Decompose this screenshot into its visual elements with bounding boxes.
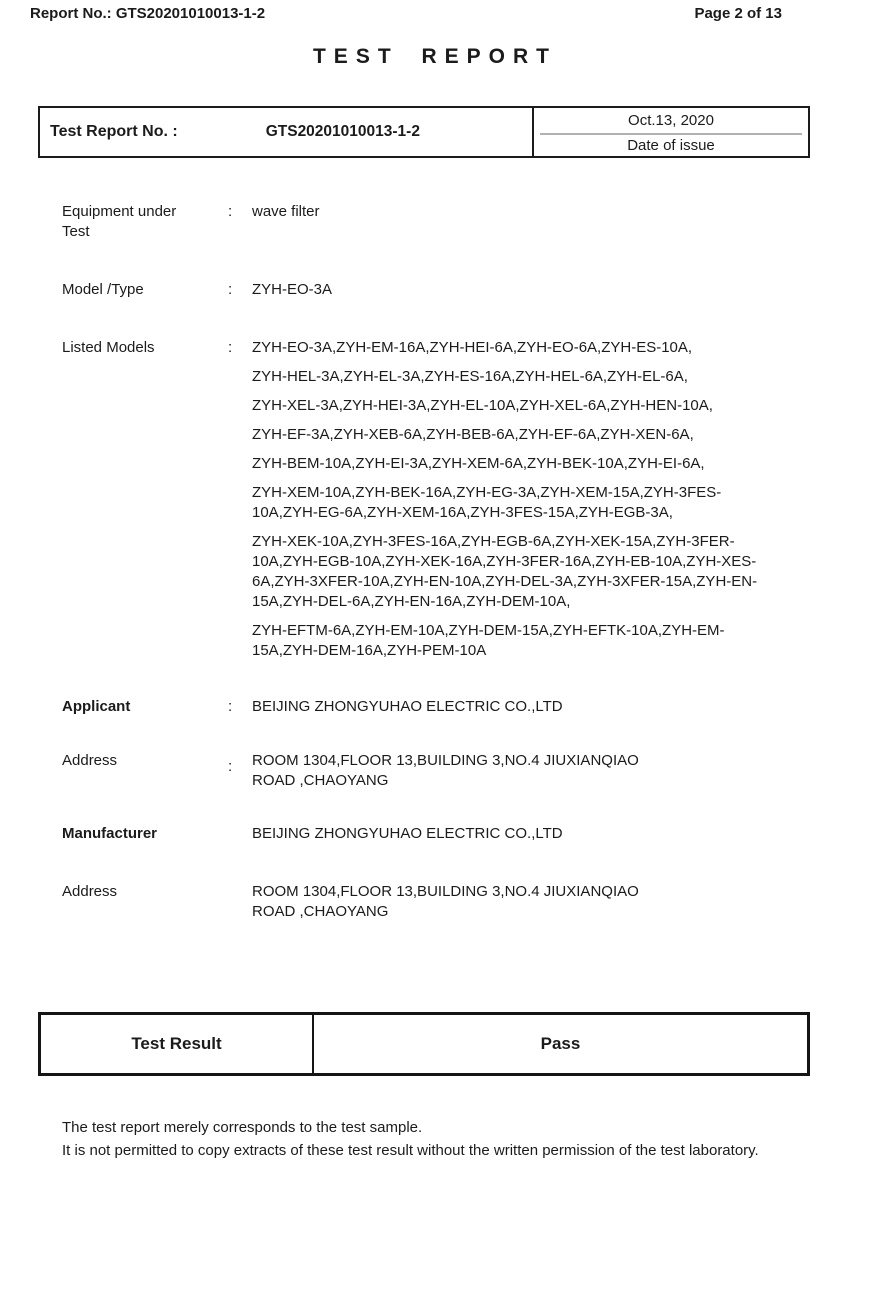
field-label-manufacturer: Manufacturer [62,825,158,842]
report-number-table [38,106,810,158]
field-colon: : [228,203,233,220]
field-value-model-type: ZYH-EO-3A [252,281,333,298]
field-colon: : [228,758,233,775]
running-header [0,0,870,23]
page-title: TEST REPORT [312,45,557,68]
field-row-model-type [62,280,830,300]
issue-date-cell [534,108,808,156]
field-row-applicant-address [62,751,830,791]
footer-line-2: It is not permitted to copy extracts of these test result without the written permission of the test laboratory. [62,1142,759,1159]
header-report-no: Report No.: GTS20201010013-1-2 [30,5,266,22]
field-label-applicant: Applicant [62,698,131,715]
footer-disclaimer [62,1116,832,1162]
field-row-listed-models [62,338,830,661]
field-colon: : [228,281,233,298]
field-label-listed-models: Listed Models [62,339,155,356]
field-colon: : [228,698,233,715]
listed-models-paragraph: ZYH-BEM-10A,ZYH-EI-3A,ZYH-XEM-6A,ZYH-BEK-10A,ZYH-EI-6A, [252,455,705,472]
report-number-label: Test Report No. : [50,123,178,140]
field-label-model-type: Model /Type [62,281,144,298]
field-value-applicant-address: ROOM 1304,FLOOR 13,BUILDING 3,NO.4 JIUXIANQIAO ROAD ,CHAOYANG [252,752,639,789]
test-result-value: Pass [540,1034,581,1053]
field-row-applicant [62,697,830,717]
listed-models-paragraph: ZYH-XEM-10A,ZYH-BEK-16A,ZYH-EG-3A,ZYH-XEM-15A,ZYH-3FES-10A,ZYH-EG-6A,ZYH-XEM-16A,ZYH-3FES-15A,ZYH-EGB-3A, [252,484,722,521]
listed-models-paragraph: ZYH-EO-3A,ZYH-EM-16A,ZYH-HEI-6A,ZYH-EO-6A,ZYH-ES-10A, [252,339,693,356]
field-value-manufacturer: BEIJING ZHONGYUHAO ELECTRIC CO.,LTD [252,825,563,842]
report-number-value: GTS20201010013-1-2 [265,123,420,140]
report-number-cell [40,108,534,156]
listed-models-paragraph: ZYH-HEL-3A,ZYH-EL-3A,ZYH-ES-16A,ZYH-HEL-6A,ZYH-EL-6A, [252,368,688,385]
test-result-table [38,1012,810,1076]
field-value-applicant: BEIJING ZHONGYUHAO ELECTRIC CO.,LTD [252,698,563,715]
field-label-address: Address [62,883,118,900]
field-value-listed-models [252,338,772,661]
listed-models-paragraph: ZYH-XEK-10A,ZYH-3FES-16A,ZYH-EGB-6A,ZYH-XEK-15A,ZYH-3FER-10A,ZYH-EGB-10A,ZYH-XEK-16A,ZYH-3FER-16A,ZYH-EB-10A,ZYH-XES-6A,ZYH-3XFER-10A,ZYH-EN-10A,ZYH-DEL-3A,ZYH-3XFER-15A,ZYH-EN-15A,ZYH-DEL-6A,ZYH-EN-16A,ZYH-DEM-10A, [252,533,758,610]
test-result-label: Test Result [41,1015,314,1073]
field-colon: : [228,339,233,356]
issue-date-value: Oct.13, 2020 [628,111,714,129]
listed-models-paragraph: ZYH-EF-3A,ZYH-XEB-6A,ZYH-BEB-6A,ZYH-EF-6A,ZYH-XEN-6A, [252,426,694,443]
field-row-equipment [62,202,830,242]
field-label-address: Address [62,752,118,769]
field-value-manufacturer-address: ROOM 1304,FLOOR 13,BUILDING 3,NO.4 JIUXIANQIAO ROAD ,CHAOYANG [252,883,639,920]
report-fields [62,202,830,922]
listed-models-paragraph: ZYH-EFTM-6A,ZYH-EM-10A,ZYH-DEM-15A,ZYH-EFTK-10A,ZYH-EM-15A,ZYH-DEM-16A,ZYH-PEM-10A [252,622,725,659]
field-row-manufacturer [62,824,830,844]
listed-models-paragraph: ZYH-XEL-3A,ZYH-HEI-3A,ZYH-EL-10A,ZYH-XEL-6A,ZYH-HEN-10A, [252,397,713,414]
field-row-manufacturer-address [62,882,830,922]
header-page-number: Page 2 of 13 [694,5,782,22]
field-value-equipment: wave filter [252,203,320,220]
field-label-equipment: Equipment under Test [62,203,177,240]
footer-line-1: The test report merely corresponds to the test sample. [62,1119,423,1136]
date-of-issue-label: Date of issue [627,136,715,154]
